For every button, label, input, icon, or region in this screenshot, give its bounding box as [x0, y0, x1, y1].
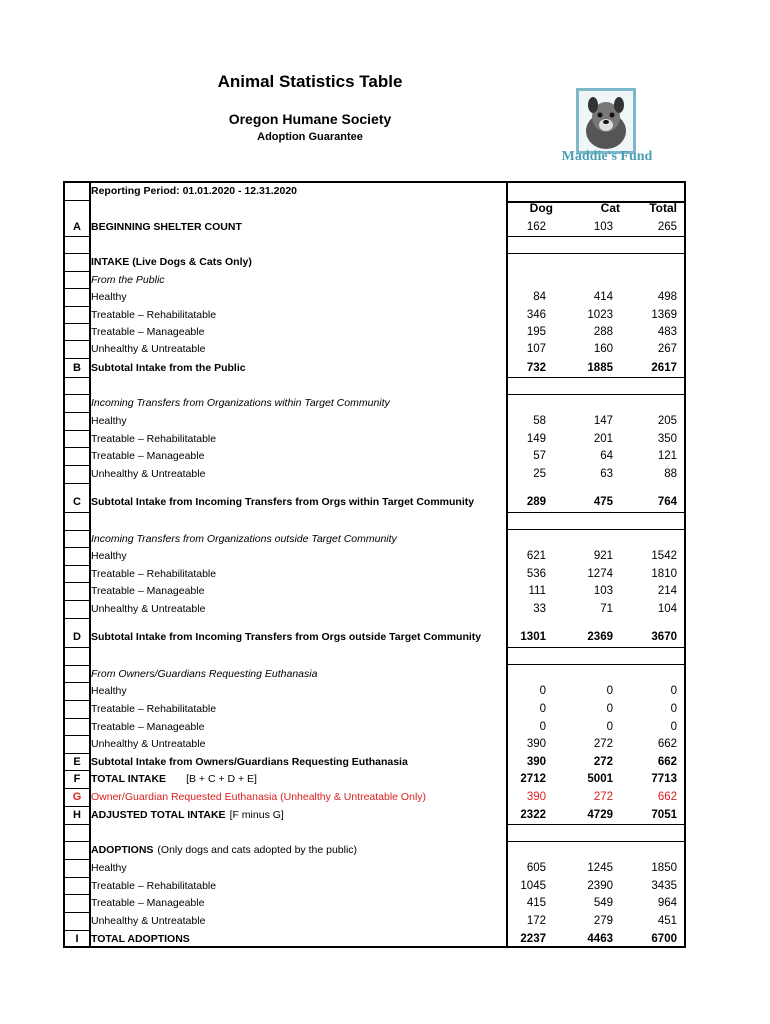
- cat-value: 147: [593, 415, 613, 427]
- row-label: Treatable – Manageable: [91, 326, 205, 338]
- logo-text: Maddie's Fund: [561, 149, 653, 164]
- row-formula: [F minus G]: [229, 809, 284, 821]
- table-rule: [63, 565, 89, 566]
- row-label: ADOPTIONS: [91, 844, 154, 856]
- page-subtitle: Adoption Guarantee: [257, 131, 363, 143]
- total-value: 0: [670, 721, 677, 733]
- row-label: Treatable – Rehabilitatable: [91, 568, 217, 580]
- total-value: 7713: [651, 773, 677, 785]
- cat-value: 0: [606, 721, 613, 733]
- cat-value: 103: [593, 585, 613, 597]
- dog-value: 390: [526, 791, 546, 803]
- dog-value: 1301: [520, 631, 546, 643]
- table-rule: [63, 753, 89, 754]
- table-rule: [63, 412, 89, 413]
- row-label: Treatable – Manageable: [91, 721, 205, 733]
- cat-value: 0: [606, 685, 613, 697]
- dog-value: 2712: [520, 773, 546, 785]
- row-label-group: [91, 807, 284, 824]
- row-formula: [B + C + D + E]: [186, 773, 257, 785]
- row-label: Treatable – Rehabilitatable: [91, 880, 217, 892]
- dog-value: 58: [533, 415, 546, 427]
- total-value: 121: [657, 450, 677, 462]
- table-row: [63, 789, 686, 806]
- total-value: 3435: [651, 880, 677, 892]
- cat-value: 0: [606, 703, 613, 715]
- row-label: Healthy: [91, 862, 127, 874]
- dog-value: 2322: [520, 809, 546, 821]
- table-rule: [63, 788, 89, 789]
- cat-value: 4729: [587, 809, 613, 821]
- dog-value: 84: [533, 291, 546, 303]
- row-code: G: [72, 791, 82, 803]
- cat-value: 201: [593, 433, 613, 445]
- dog-value: 289: [526, 496, 546, 508]
- row-label: Incoming Transfers from Organizations within Target Community: [91, 397, 390, 409]
- dog-value: 0: [539, 703, 546, 715]
- table-rule: [506, 236, 686, 237]
- cat-value: 4463: [587, 933, 613, 945]
- table-rule: [63, 236, 89, 237]
- table-row: [63, 701, 686, 718]
- row-label: Treatable – Manageable: [91, 585, 205, 597]
- table-rule: [63, 288, 89, 289]
- table-row: [63, 272, 686, 289]
- table-divider: [684, 181, 686, 948]
- table-rule: [506, 841, 686, 842]
- table-rule: [63, 447, 89, 448]
- table-rule: [63, 824, 89, 825]
- row-label: Healthy: [91, 685, 127, 697]
- table-rule: [506, 664, 686, 665]
- table-rule: [506, 529, 686, 530]
- dog-value: 346: [526, 309, 546, 321]
- table-row: [63, 413, 686, 430]
- total-value: 662: [657, 738, 677, 750]
- row-label: Unhealthy & Untreatable: [91, 343, 206, 355]
- total-value: 1850: [651, 862, 677, 874]
- table-rule: [63, 894, 89, 895]
- total-value: 350: [657, 433, 677, 445]
- table-row: [63, 629, 686, 646]
- total-value: 265: [657, 221, 677, 233]
- table-rule: [63, 323, 89, 324]
- table-rule: [63, 358, 89, 359]
- cat-value: 272: [593, 756, 613, 768]
- row-label: BEGINNING SHELTER COUNT: [91, 221, 242, 233]
- row-label: INTAKE (Live Dogs & Cats Only): [91, 256, 252, 268]
- total-value: 0: [670, 703, 677, 715]
- dog-value: 0: [539, 721, 546, 733]
- table-rule: [63, 530, 89, 531]
- table-row: [63, 494, 686, 511]
- total-value: 964: [657, 897, 677, 909]
- table-rule: [63, 181, 686, 183]
- reporting-period: Reporting Period: 01.01.2020 - 12.31.2020: [91, 185, 298, 197]
- table-row: [63, 719, 686, 736]
- table-row: [63, 913, 686, 930]
- table-row: [63, 771, 686, 788]
- table-row: [63, 531, 686, 548]
- table-rule: [63, 377, 89, 378]
- row-label: From Owners/Guardians Requesting Euthanasia: [91, 668, 318, 680]
- cat-value: 549: [593, 897, 613, 909]
- dog-value: 390: [526, 756, 546, 768]
- dog-value: 2237: [520, 933, 546, 945]
- table-rule: [63, 465, 89, 466]
- dog-value: 621: [526, 550, 546, 562]
- table-row: [63, 736, 686, 753]
- table-divider: [89, 181, 91, 948]
- cat-value: 288: [593, 326, 613, 338]
- row-code: E: [73, 756, 81, 768]
- row-label: Treatable – Rehabilitatable: [91, 433, 217, 445]
- table-rule: [63, 306, 89, 307]
- total-value: 88: [664, 468, 677, 480]
- table-rule: [63, 253, 89, 254]
- table-rule: [63, 618, 89, 619]
- row-code: D: [73, 631, 81, 643]
- row-label: Subtotal Intake from Incoming Transfers from Orgs within Target Community: [91, 496, 475, 508]
- row-label: Treatable – Rehabilitatable: [91, 703, 217, 715]
- table-row: [63, 683, 686, 700]
- total-value: 1810: [651, 568, 677, 580]
- table-row: [63, 324, 686, 341]
- total-value: 7051: [651, 809, 677, 821]
- row-label: Unhealthy & Untreatable: [91, 915, 206, 927]
- row-label: Treatable – Manageable: [91, 450, 205, 462]
- row-label: Incoming Transfers from Organizations outside Target Community: [91, 533, 397, 545]
- column-header-cat: Cat: [600, 201, 620, 215]
- table-row: [63, 807, 686, 824]
- table-rule: [63, 912, 89, 913]
- table-rule: [63, 512, 89, 513]
- row-label: Unhealthy & Untreatable: [91, 468, 206, 480]
- dog-value: 732: [526, 362, 546, 374]
- row-label: Owner/Guardian Requested Euthanasia (Unhealthy & Untreatable Only): [91, 791, 427, 803]
- table-row: [63, 254, 686, 271]
- cat-value: 63: [600, 468, 613, 480]
- cat-value: 921: [593, 550, 613, 562]
- organization-name: Oregon Humane Society: [228, 111, 392, 127]
- dog-value: 149: [526, 433, 546, 445]
- total-value: 205: [657, 415, 677, 427]
- dog-value: 33: [533, 603, 546, 615]
- table-rule: [63, 682, 89, 683]
- table-rule: [63, 600, 89, 601]
- total-value: 267: [657, 343, 677, 355]
- row-label: Subtotal Intake from Incoming Transfers from Orgs outside Target Community: [91, 631, 482, 643]
- total-value: 6700: [651, 933, 677, 945]
- row-label: Unhealthy & Untreatable: [91, 738, 206, 750]
- table-row: [63, 583, 686, 600]
- dog-value: 195: [526, 326, 546, 338]
- table-rule: [63, 770, 89, 771]
- table-rule: [63, 859, 89, 860]
- table-rule: [63, 930, 89, 931]
- table-row: [63, 878, 686, 895]
- cat-value: 1274: [587, 568, 613, 580]
- cat-value: 414: [593, 291, 613, 303]
- table-rule: [63, 647, 89, 648]
- cat-value: 1023: [587, 309, 613, 321]
- table-rule: [63, 735, 89, 736]
- table-rule: [506, 824, 686, 825]
- table-row: [63, 448, 686, 465]
- total-value: 662: [657, 756, 677, 768]
- row-code: B: [73, 362, 81, 374]
- table-rule: [506, 647, 686, 648]
- row-label: Healthy: [91, 550, 127, 562]
- table-rule: [506, 253, 686, 254]
- table-rule: [63, 200, 89, 201]
- table-rule: [63, 271, 89, 272]
- page-title: Animal Statistics Table: [217, 72, 403, 91]
- cat-value: 2369: [587, 631, 613, 643]
- row-label: TOTAL ADOPTIONS: [91, 933, 190, 945]
- dog-photo-icon: [576, 88, 636, 154]
- row-label: Subtotal Intake from the Public: [91, 362, 246, 374]
- cat-value: 103: [593, 221, 613, 233]
- table-rule: [63, 582, 89, 583]
- statistics-table: [63, 181, 686, 948]
- cat-value: 1885: [587, 362, 613, 374]
- table-row: [63, 601, 686, 618]
- dog-value: 57: [533, 450, 546, 462]
- table-row: [63, 360, 686, 377]
- row-code: A: [73, 221, 81, 233]
- row-label: From the Public: [91, 274, 165, 286]
- total-value: 1369: [651, 309, 677, 321]
- table-row: [63, 307, 686, 324]
- table-rule: [63, 806, 89, 807]
- row-label: TOTAL INTAKE: [91, 773, 167, 785]
- table-row: [63, 548, 686, 565]
- table-rule: [63, 665, 89, 666]
- table-row: [63, 341, 686, 358]
- total-value: 451: [657, 915, 677, 927]
- dog-value: 25: [533, 468, 546, 480]
- table-rule: [506, 377, 686, 378]
- table-rule: [63, 483, 89, 484]
- table-rule: [63, 430, 89, 431]
- dog-value: 162: [526, 221, 546, 233]
- table-rule: [63, 394, 89, 395]
- column-header-dog: Dog: [529, 201, 553, 215]
- table-rule: [63, 841, 89, 842]
- column-header-total: Total: [649, 201, 677, 215]
- table-rule: [63, 547, 89, 548]
- table-row: [63, 566, 686, 583]
- table-row: [63, 666, 686, 683]
- dog-value: 536: [526, 568, 546, 580]
- table-row: [63, 219, 686, 236]
- table-row: [63, 754, 686, 771]
- total-value: 498: [657, 291, 677, 303]
- total-value: 3670: [651, 631, 677, 643]
- table-row: [63, 466, 686, 483]
- table-rule: [506, 394, 686, 395]
- dog-value: 111: [528, 585, 546, 597]
- table-rule: [63, 877, 89, 878]
- cat-value: 5001: [587, 773, 613, 785]
- row-code: C: [73, 496, 81, 508]
- row-label-group: [91, 842, 357, 859]
- dog-value: 605: [526, 862, 546, 874]
- dog-value: 107: [526, 343, 546, 355]
- reporting-period-row: [63, 183, 686, 200]
- table-rule: [63, 340, 89, 341]
- dog-value: 1045: [520, 880, 546, 892]
- table-divider: [506, 181, 508, 948]
- table-row: [63, 860, 686, 877]
- cat-value: 272: [593, 791, 613, 803]
- cat-value: 475: [593, 496, 613, 508]
- row-label-group: [91, 771, 257, 788]
- table-row: [63, 842, 686, 859]
- dog-value: 172: [526, 915, 546, 927]
- total-value: 662: [657, 791, 677, 803]
- row-label: Subtotal Intake from Owners/Guardians Requesting Euthanasia: [91, 756, 408, 768]
- row-label: ADJUSTED TOTAL INTAKE: [91, 809, 226, 821]
- dog-value: 0: [539, 685, 546, 697]
- total-value: 1542: [651, 550, 677, 562]
- cat-value: 2390: [587, 880, 613, 892]
- total-value: 214: [657, 585, 677, 597]
- total-value: 483: [657, 326, 677, 338]
- dog-value: 390: [526, 738, 546, 750]
- row-code: F: [73, 773, 81, 785]
- cat-value: 272: [593, 738, 613, 750]
- cat-value: 279: [593, 915, 613, 927]
- table-rule: [506, 201, 686, 203]
- total-value: 764: [657, 496, 677, 508]
- row-code: I: [75, 933, 79, 945]
- table-row: [63, 431, 686, 448]
- table-row: [63, 289, 686, 306]
- dog-value: 415: [526, 897, 546, 909]
- table-rule: [506, 512, 686, 513]
- total-value: 2617: [651, 362, 677, 374]
- maddies-fund-logo: [548, 85, 658, 170]
- cat-value: 160: [593, 343, 613, 355]
- row-label: Treatable – Manageable: [91, 897, 205, 909]
- cat-value: 64: [600, 450, 613, 462]
- row-code: H: [73, 809, 81, 821]
- row-label: Healthy: [91, 415, 127, 427]
- row-label: Unhealthy & Untreatable: [91, 603, 206, 615]
- table-rule: [63, 718, 89, 719]
- row-formula: (Only dogs and cats adopted by the public): [157, 844, 358, 856]
- total-value: 0: [670, 685, 677, 697]
- row-label: Treatable – Rehabilitatable: [91, 309, 217, 321]
- table-row: [63, 395, 686, 412]
- table-row: [63, 895, 686, 912]
- table-rule: [63, 700, 89, 701]
- total-value: 104: [657, 603, 677, 615]
- table-rule: [63, 946, 686, 948]
- row-label: Healthy: [91, 291, 127, 303]
- cat-value: 1245: [587, 862, 613, 874]
- cat-value: 71: [600, 603, 613, 615]
